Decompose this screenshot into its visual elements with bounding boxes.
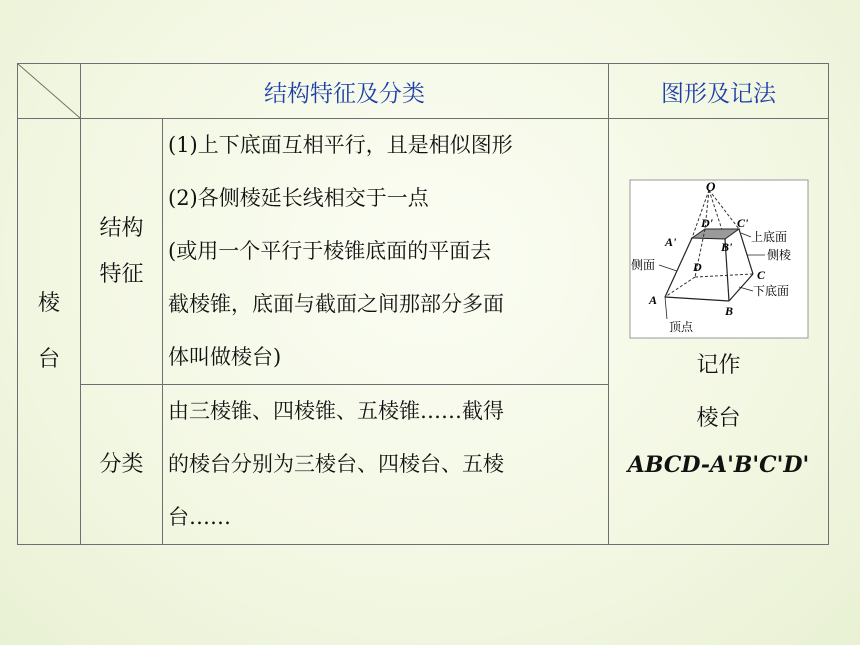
structure-label-line-2: 特征 [99,261,144,287]
notation-line-1: 记作 [696,352,741,378]
structure-line-2: (2)各侧棱延长线相交于一点 [168,186,429,210]
diagonal-line [18,64,80,118]
label-a: A [648,292,657,307]
row-label-frustum [18,119,81,545]
classification-line-2: 的棱台分别为三棱台、四棱台、五棱 [168,452,504,476]
label-vertex: 顶点 [668,319,693,334]
structure-line-1: (1)上下底面互相平行，且是相似图形 [168,133,513,157]
header-structure-and-classification: 结构特征及分类 [81,64,609,119]
label-apex: O [705,178,715,194]
frustum-diagram [629,179,809,339]
label-b-prime: B' [720,239,732,254]
structure-label-line-1: 结构 [99,215,144,241]
notation-line-2: 棱台 [696,405,741,431]
label-b: B [724,303,733,318]
label-d: D [692,259,702,274]
header-figure-and-notation: 图形及记法 [609,64,829,119]
structure-feature-label [81,119,163,385]
classification-label: 分类 [81,385,163,545]
label-lateral-face: 侧面 [630,257,655,272]
figure-and-notation-cell [609,119,829,545]
label-c-prime: C' [736,215,748,230]
notation-formula: ABCD-A'B'C'D' [627,451,810,478]
corner-cell [18,64,81,119]
row-label-char-2: 台 [37,346,60,372]
label-a-prime: A' [664,234,676,249]
label-c: C [756,267,765,282]
row-label-char-1: 棱 [37,290,60,316]
label-bottom-base: 下底面 [752,283,789,298]
structure-feature-text [163,119,609,385]
classification-line-3: 台…… [168,505,231,529]
frustum-summary-table [17,63,829,545]
label-d-prime: D' [700,215,713,230]
structure-line-3: (或用一个平行于棱锥底面的平面去 [168,239,492,263]
label-lateral-edge: 侧棱 [766,247,791,262]
classification-text [163,385,609,545]
structure-line-4: 截棱锥，底面与截面之间那部分多面 [168,292,504,316]
structure-line-5: 体叫做棱台) [168,345,282,369]
classification-line-1: 由三棱锥、四棱锥、五棱锥……截得 [168,399,504,423]
label-top-base: 上底面 [750,229,787,244]
